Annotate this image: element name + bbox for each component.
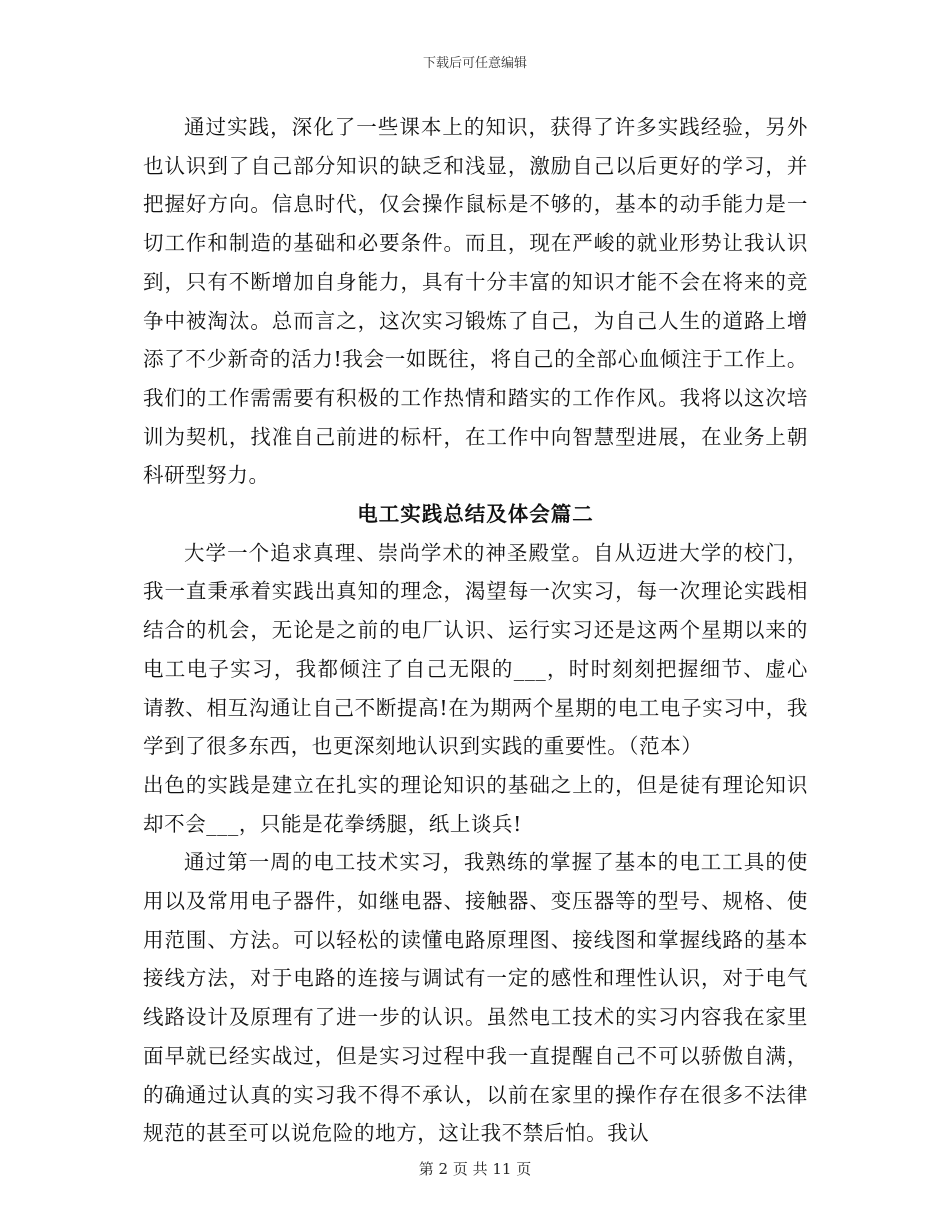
page-number-footer: 第 2 页 共 11 页	[418, 1160, 532, 1178]
paragraph-practice-summary: 通过实践，深化了一些课本上的知识，获得了许多实践经验，另外也认识到了自己部分知识的缺乏和浅显，激励自己以后更好的学习，并把握好方向。信息时代，仅会操作鼠标是不够的，基本的动手能力是一切工作和制造的基础和必要条件。而且，现在严峻的就业形势让我认识到，只有不断增加自身能力，具有十分丰富的知识才能不会在将来的竞争中被淘汰。总而言之，这次实习锻炼了自己，为自己人生的道路上增添了不少新奇的活力!我会一如既往，将自己的全部心血倾注于工作上。我们的工作需需要有积极的工作热情和踏实的工作作风。我将以这次培训为契机，找准自己前进的标杆，在工作中向智慧型进展，在业务上朝科研型努力。	[143, 115, 808, 488]
document-body	[143, 108, 808, 1153]
paragraph-first-week: 通过第一周的电工技术实习，我熟练的掌握了基本的电工工具的使用以及常用电子器件，如继电器、接触器、变压器等的型号、规格、使用范围、方法。可以轻松的读懂电路原理图、接线图和掌握线路的基本接线方法，对于电路的连接与调试有一定的感性和理性认识，对于电气线路设计及原理有了进一步的认识。虽然电工技术的实习内容我在家里面早就已经实战过，但是实习过程中我一直提醒自己不可以骄傲自满，的确通过认真的实习我不得不承认，以前在家里的操作存在很多不法律规范的甚至可以说危险的地方，这让我不禁后怕。我认	[143, 850, 808, 1146]
paragraph-theory-practice: 出色的实践是建立在扎实的理论知识的基础之上的，但是徒有理论知识却不会___，只能是花拳绣腿，纸上谈兵!	[143, 772, 808, 836]
section-title: 电工实践总结及体会篇二	[357, 502, 594, 527]
page-header-note: 下载后可任意编辑	[422, 56, 527, 71]
paragraph-university-intro: 大学一个追求真理、崇尚学术的神圣殿堂。自从迈进大学的校门，我一直秉承着实践出真知的理念，渴望每一次实习，每一次理论实践相结合的机会，无论是之前的电厂认识、运行实习还是这两个星期以来的电工电子实习，我都倾注了自己无限的___，时时刻刻把握细节、虚心请教、相互沟通让自己不断提高!在为期两个星期的电工电子实习中，我学到了很多东西，也更深刻地认识到实践的重要性。（范本）	[143, 540, 808, 759]
